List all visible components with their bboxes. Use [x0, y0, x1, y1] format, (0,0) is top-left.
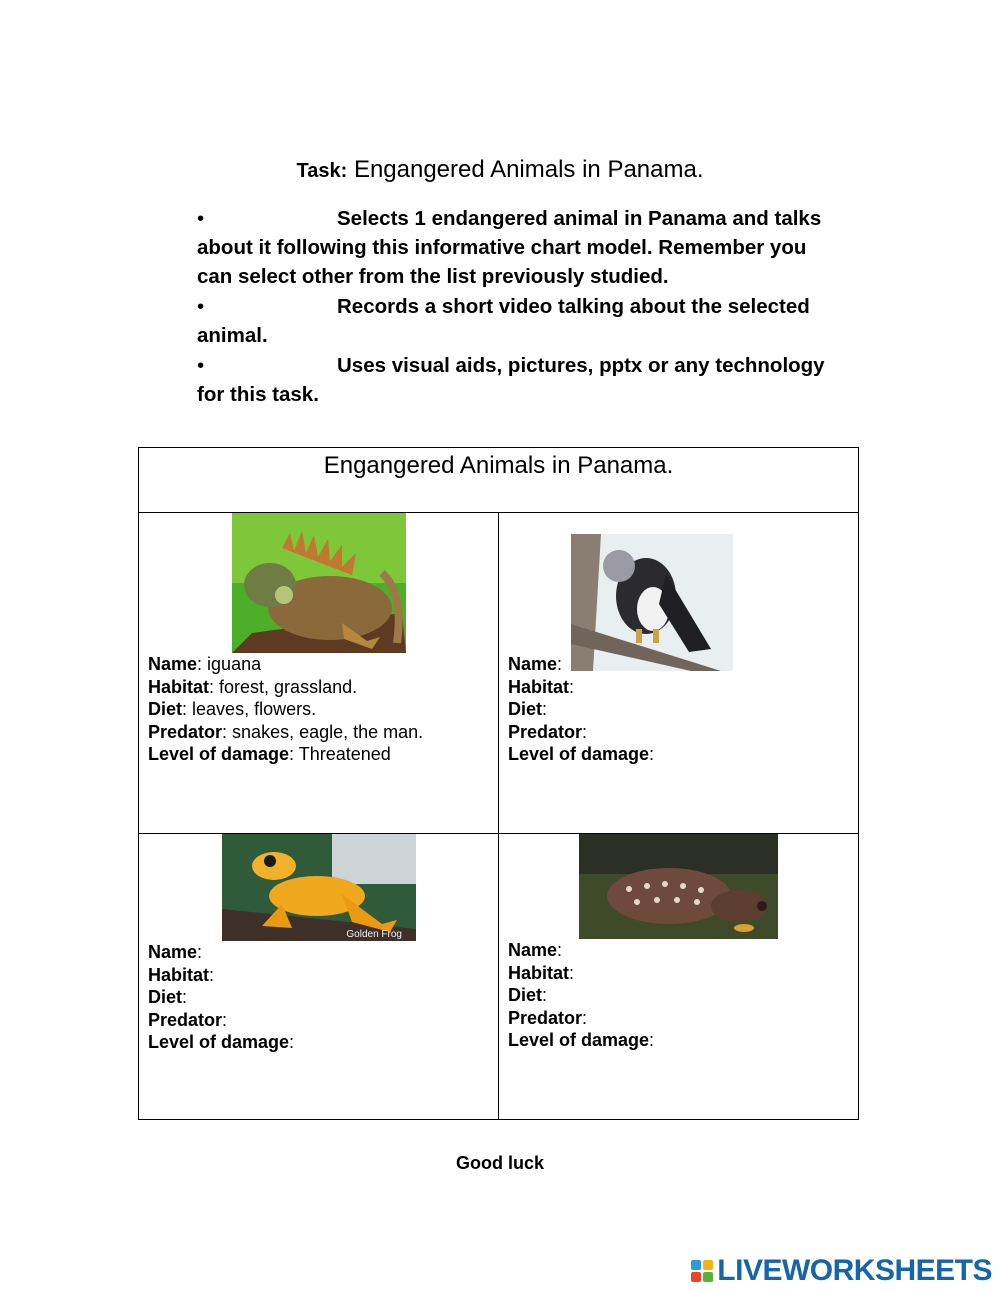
predator-label: Predator [508, 1007, 583, 1028]
iguana-photo [232, 513, 406, 653]
diet-value[interactable]: leaves, flowers. [192, 699, 317, 719]
animal-chart [138, 447, 859, 1120]
golden-frog-photo [222, 834, 416, 941]
brand-name: LIVEWORKSHEETS [717, 1254, 992, 1287]
logo-icon [691, 1260, 713, 1282]
animal-card-eagle [499, 513, 859, 834]
diet-label: Diet [508, 699, 543, 719]
habitat-label: Habitat [508, 962, 570, 983]
predator-label: Predator [148, 721, 223, 742]
habitat-label: Habitat [148, 964, 210, 985]
bullet-icon: • [197, 354, 205, 377]
instruction-item [197, 204, 837, 291]
instruction-item [197, 292, 837, 350]
animal-card-paca [499, 834, 859, 1120]
habitat-label: Habitat [148, 676, 210, 697]
instruction-item [197, 351, 837, 409]
instruction-list [197, 204, 837, 410]
animal-fields: Name: Habitat: Diet: Predator: Level of damage: [508, 654, 655, 764]
chart-title: Engangered Animals in Panama. [139, 448, 859, 513]
animal-card-frog [139, 834, 499, 1120]
name-label: Name [148, 942, 198, 962]
habitat-value[interactable]: forest, grassland. [219, 676, 358, 697]
habitat-label: Habitat [508, 676, 570, 697]
predator-label: Predator [508, 721, 583, 742]
damage-label: Level of damage [508, 744, 650, 764]
instruction-text: Records a short video talking about the selected animal. [197, 295, 810, 347]
instruction-text: Uses visual aids, pictures, pptx or any technology for this task. [197, 354, 825, 406]
name-value[interactable]: iguana [207, 654, 262, 674]
animal-fields: Name: Habitat: Diet: Predator: Level of damage: [148, 942, 295, 1052]
task-title [0, 156, 1000, 184]
predator-value[interactable]: snakes, eagle, the man. [232, 721, 424, 742]
harpy-eagle-photo [571, 534, 733, 671]
diet-label: Diet [508, 985, 543, 1005]
name-label: Name [508, 940, 558, 960]
animal-fields: Name: iguana Habitat: forest, grassland. Diet: leaves, flowers. Predator: snakes, eagle, the man. Level of damage: Threatened [148, 654, 424, 764]
task-heading: Engangered Animals in Panama. [353, 156, 704, 183]
liveworksheets-logo [691, 1254, 992, 1288]
name-label: Name [508, 654, 558, 674]
damage-label: Level of damage [148, 1032, 290, 1052]
predator-label: Predator [148, 1009, 223, 1030]
task-prefix: Task: [296, 160, 348, 182]
instruction-text: Selects 1 endangered animal in Panama and talks about it following this informative chart model. Remember you can select other from the list previously studied. [197, 207, 822, 288]
diet-label: Diet [148, 699, 183, 719]
damage-label: Level of damage [508, 1030, 650, 1050]
bullet-icon: • [197, 295, 205, 318]
bullet-icon: • [197, 207, 205, 230]
animal-fields: Name: Habitat: Diet: Predator: Level of damage: [508, 940, 655, 1050]
damage-value[interactable]: Threatened [298, 744, 391, 764]
animal-card-iguana [139, 513, 499, 834]
frog-caption: Golden Frog [346, 929, 402, 940]
good-luck-text: Good luck [455, 1153, 544, 1173]
damage-label: Level of damage [148, 744, 290, 764]
diet-label: Diet [148, 987, 183, 1007]
name-label: Name [148, 654, 198, 674]
paca-photo [579, 834, 778, 939]
